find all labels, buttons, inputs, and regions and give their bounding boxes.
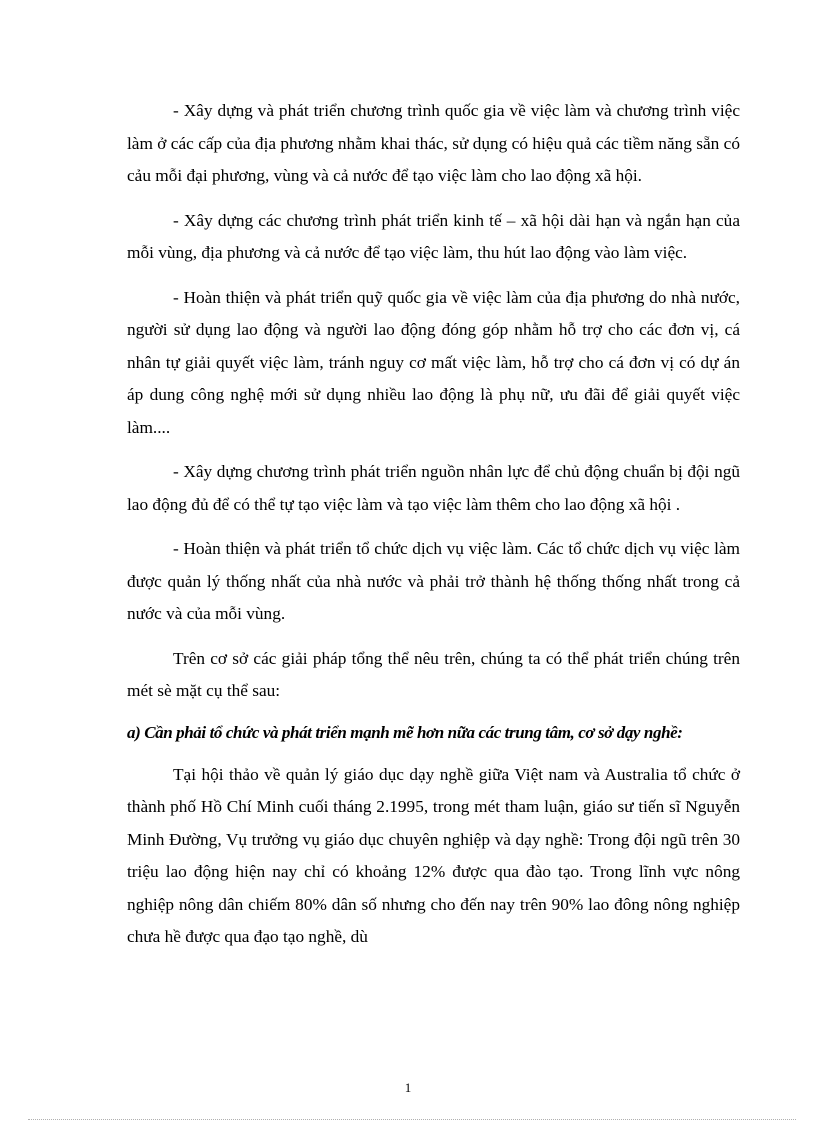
- section-heading: a) Cần phải tổ chức và phát triển mạnh mẽ hơn nữa các trung tâm, cơ sở dạy nghề:: [127, 722, 683, 742]
- paragraph-employment-fund: - Hoàn thiện và phát triển quỹ quốc gia về việc làm của địa phương do nhà nước, người sử dụng lao động và người lao động đóng góp nhằm hỗ trợ cho các đơn vị, cá nhân tự giải quyết việc làm, tránh nguy cơ mất việc làm, hỗ trợ cho cá đơn vị có dự án áp dung công nghệ mới sử dụng nhiều lao động là phụ nữ, ưu đãi để giải quyết việc làm....: [127, 287, 740, 437]
- page-bottom-divider: [28, 1119, 796, 1120]
- page-body: [127, 95, 740, 966]
- paragraph-employment-services: - Hoàn thiện và phát triển tổ chức dịch vụ việc làm. Các tổ chức dịch vụ việc làm được quản lý thống nhất của nhà nước và phải trở thành hệ thống thống nhất trong cả nước và của mỗi vùng.: [127, 539, 740, 623]
- paragraph-socioeconomic-programs: - Xây dựng các chương trình phát triển kinh tế – xã hội dài hạn và ngắn hạn của mỗi vùng, địa phương và cả nước để tạo việc làm, thu hút lao động vào làm việc.: [127, 210, 740, 262]
- paragraph-overall-solutions: Trên cơ sở các giải pháp tổng thể nêu trên, chúng ta có thể phát triển chúng trên mét sè mặt cụ thể sau:: [127, 648, 740, 700]
- paragraph-vocational-training-conference: Tại hội thảo về quản lý giáo dục dạy nghề giữa Việt nam và Australia tổ chức ở thành phố Hồ Chí Minh cuối tháng 2.1995, trong mét tham luận, giáo sư tiến sĩ Nguyễn Minh Đường, Vụ trưởng vụ giáo dục chuyên nghiệp và dạy nghề: Trong đội ngũ trên 30 triệu lao động hiện nay chỉ có khoảng 12% được qua đào tạo. Trong lĩnh vực nông nghiệp nông dân chiếm 80% dân số nhưng cho đến nay trên 90% lao đông nông nghiệp chưa hề được qua đạo tạo nghề, dù: [127, 764, 740, 946]
- page-number: 1: [404, 1080, 412, 1095]
- paragraph-national-employment-program: - Xây dựng và phát triển chương trình quốc gia về việc làm và chương trình việc làm ở các cấp của địa phương nhằm khai thác, sử dụng có hiệu quả các tiềm năng sẵn có cảu mỗi đại phương, vùng và cả nước để tạo việc làm cho lao động xã hội.: [127, 101, 740, 185]
- paragraph-human-resources: - Xây dựng chương trình phát triển nguồn nhân lực để chủ động chuẩn bị đội ngũ lao động đủ để có thể tự tạo việc làm và tạo việc làm thêm cho lao động xã hội .: [127, 462, 740, 514]
